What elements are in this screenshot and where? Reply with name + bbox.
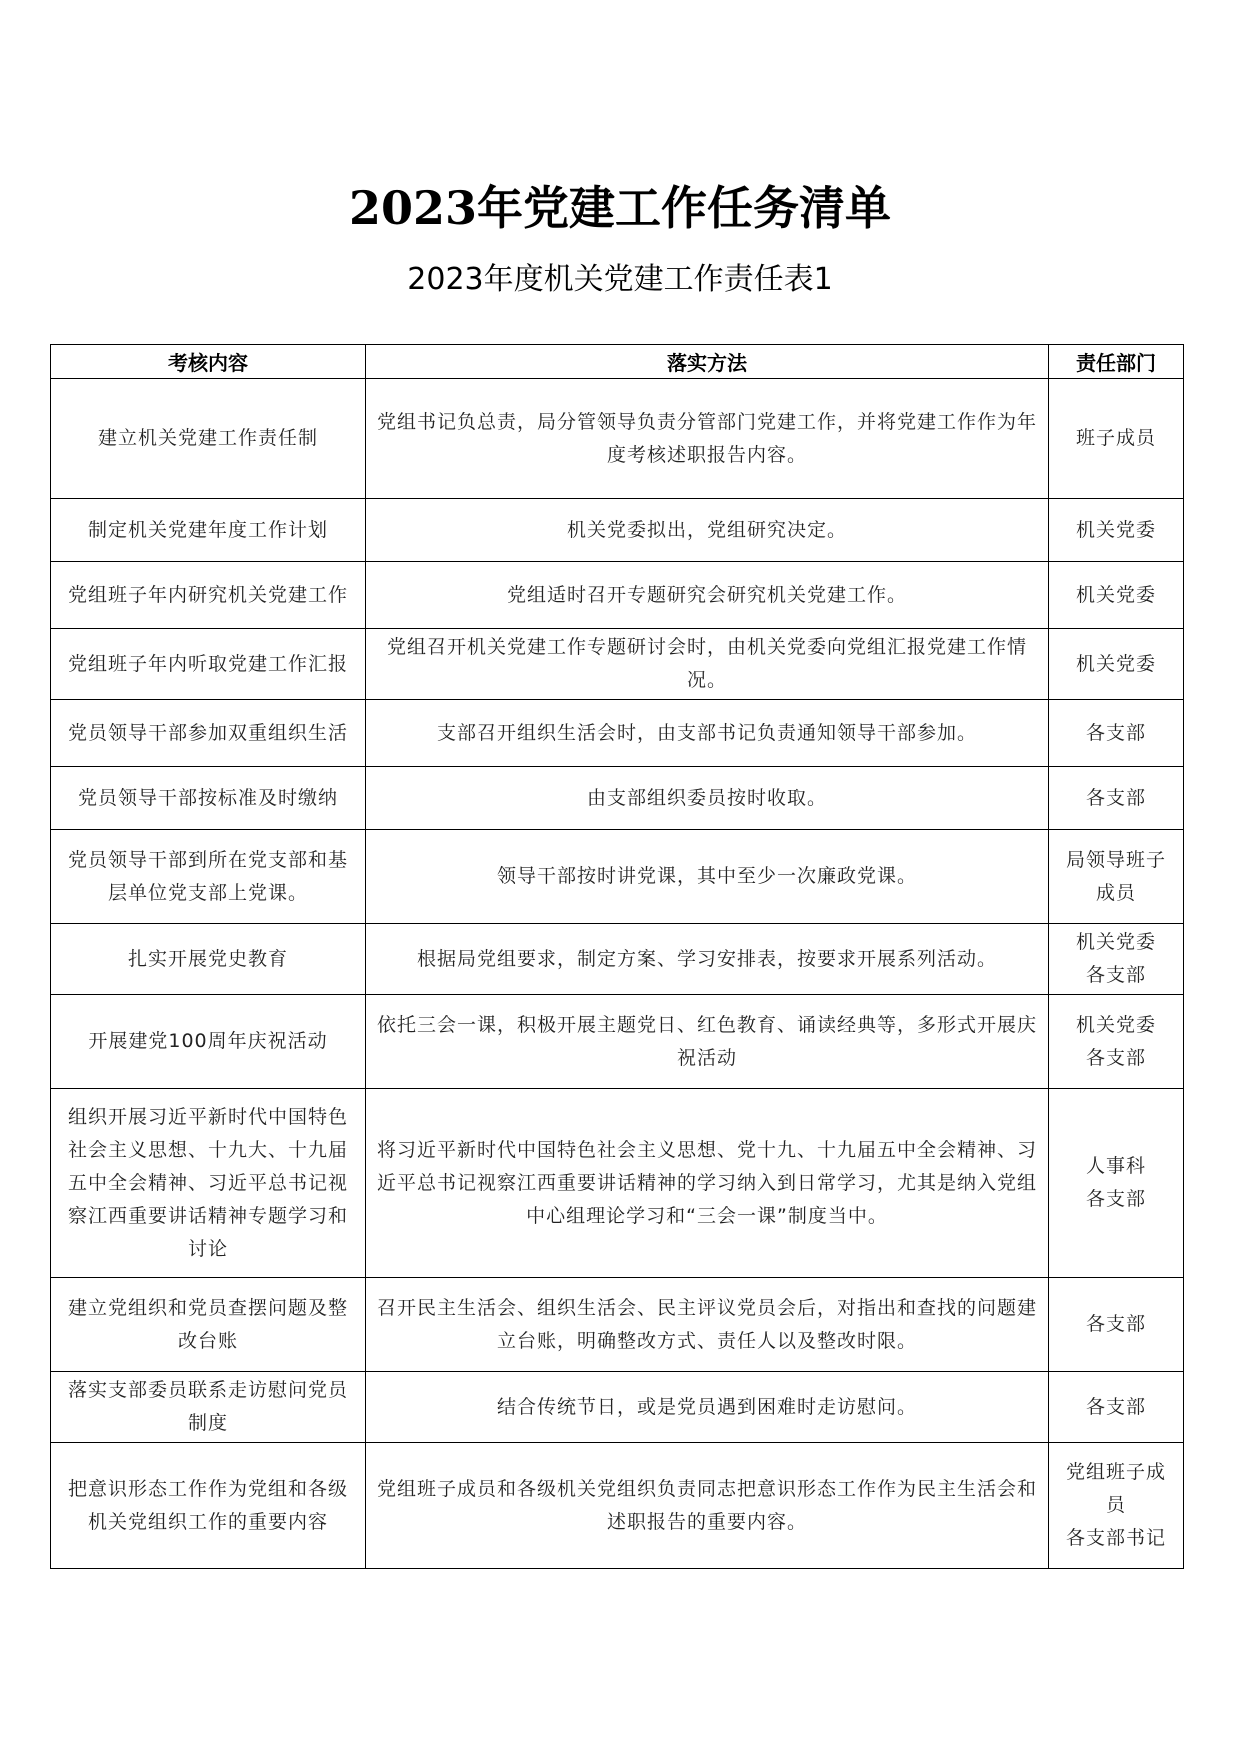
cell-item: 党员领导干部按标准及时缴纳 — [51, 767, 366, 830]
table-row — [51, 1443, 1184, 1569]
cell-dept: 机关党委 — [1049, 499, 1184, 562]
cell-method: 党组召开机关党建工作专题研讨会时，由机关党委向党组汇报党建工作情况。 — [366, 629, 1049, 700]
cell-method: 根据局党组要求，制定方案、学习安排表，按要求开展系列活动。 — [366, 924, 1049, 995]
cell-method: 党组班子成员和各级机关党组织负责同志把意识形态工作作为民主生活会和述职报告的重要内容。 — [366, 1443, 1049, 1569]
cell-item: 组织开展习近平新时代中国特色社会主义思想、十九大、十九届五中全会精神、习近平总书记视察江西重要讲话精神专题学习和讨论 — [51, 1089, 366, 1278]
cell-method: 召开民主生活会、组织生活会、民主评议党员会后，对指出和查找的问题建立台账，明确整改方式、责任人以及整改时限。 — [366, 1278, 1049, 1372]
cell-dept: 机关党委 各支部 — [1049, 995, 1184, 1089]
table-row — [51, 1278, 1184, 1372]
table-row — [51, 830, 1184, 924]
cell-item: 开展建党100周年庆祝活动 — [51, 995, 366, 1089]
cell-dept: 各支部 — [1049, 700, 1184, 767]
cell-dept: 各支部 — [1049, 1278, 1184, 1372]
cell-item: 党员领导干部参加双重组织生活 — [51, 700, 366, 767]
table-row — [51, 700, 1184, 767]
cell-item: 建立机关党建工作责任制 — [51, 379, 366, 499]
cell-dept: 各支部 — [1049, 767, 1184, 830]
cell-method: 党组书记负总责，局分管领导负责分管部门党建工作，并将党建工作作为年度考核述职报告内容。 — [366, 379, 1049, 499]
table-row — [51, 379, 1184, 499]
cell-item: 党组班子年内听取党建工作汇报 — [51, 629, 366, 700]
table-row — [51, 1089, 1184, 1278]
cell-method: 结合传统节日，或是党员遇到困难时走访慰问。 — [366, 1372, 1049, 1443]
cell-item: 落实支部委员联系走访慰问党员制度 — [51, 1372, 366, 1443]
cell-method: 依托三会一课，积极开展主题党日、红色教育、诵读经典等，多形式开展庆祝活动 — [366, 995, 1049, 1089]
cell-dept: 机关党委 — [1049, 629, 1184, 700]
cell-item: 制定机关党建年度工作计划 — [51, 499, 366, 562]
cell-dept: 局领导班子成员 — [1049, 830, 1184, 924]
page-subtitle: 2023年度机关党建工作责任表1 — [407, 262, 833, 297]
page-title: 2023年党建工作任务清单 — [348, 181, 892, 235]
cell-item: 扎实开展党史教育 — [51, 924, 366, 995]
table-row — [51, 499, 1184, 562]
cell-method: 支部召开组织生活会时，由支部书记负责通知领导干部参加。 — [366, 700, 1049, 767]
table-row — [51, 924, 1184, 995]
cell-dept: 机关党委 — [1049, 562, 1184, 629]
cell-method: 由支部组织委员按时收取。 — [366, 767, 1049, 830]
column-header-dept: 责任部门 — [1049, 345, 1184, 379]
cell-dept: 班子成员 — [1049, 379, 1184, 499]
column-header-item: 考核内容 — [51, 345, 366, 379]
cell-method: 机关党委拟出，党组研究决定。 — [366, 499, 1049, 562]
table-row — [51, 562, 1184, 629]
cell-method: 领导干部按时讲党课，其中至少一次廉政党课。 — [366, 830, 1049, 924]
cell-method: 党组适时召开专题研究会研究机关党建工作。 — [366, 562, 1049, 629]
cell-item: 建立党组织和党员查摆问题及整改台账 — [51, 1278, 366, 1372]
table-row — [51, 629, 1184, 700]
cell-dept: 机关党委 各支部 — [1049, 924, 1184, 995]
cell-dept: 党组班子成员 各支部书记 — [1049, 1443, 1184, 1569]
cell-item: 把意识形态工作作为党组和各级机关党组织工作的重要内容 — [51, 1443, 366, 1569]
cell-item: 党组班子年内研究机关党建工作 — [51, 562, 366, 629]
table-row — [51, 995, 1184, 1089]
task-table — [50, 344, 1184, 1569]
cell-dept: 人事科 各支部 — [1049, 1089, 1184, 1278]
cell-method: 将习近平新时代中国特色社会主义思想、党十九、十九届五中全会精神、习近平总书记视察江西重要讲话精神的学习纳入到日常学习，尤其是纳入党组中心组理论学习和“三会一课”制度当中。 — [366, 1089, 1049, 1278]
table-row — [51, 767, 1184, 830]
table-header-row — [51, 345, 1184, 379]
table-row — [51, 1372, 1184, 1443]
cell-item: 党员领导干部到所在党支部和基层单位党支部上党课。 — [51, 830, 366, 924]
cell-dept: 各支部 — [1049, 1372, 1184, 1443]
column-header-method: 落实方法 — [366, 345, 1049, 379]
